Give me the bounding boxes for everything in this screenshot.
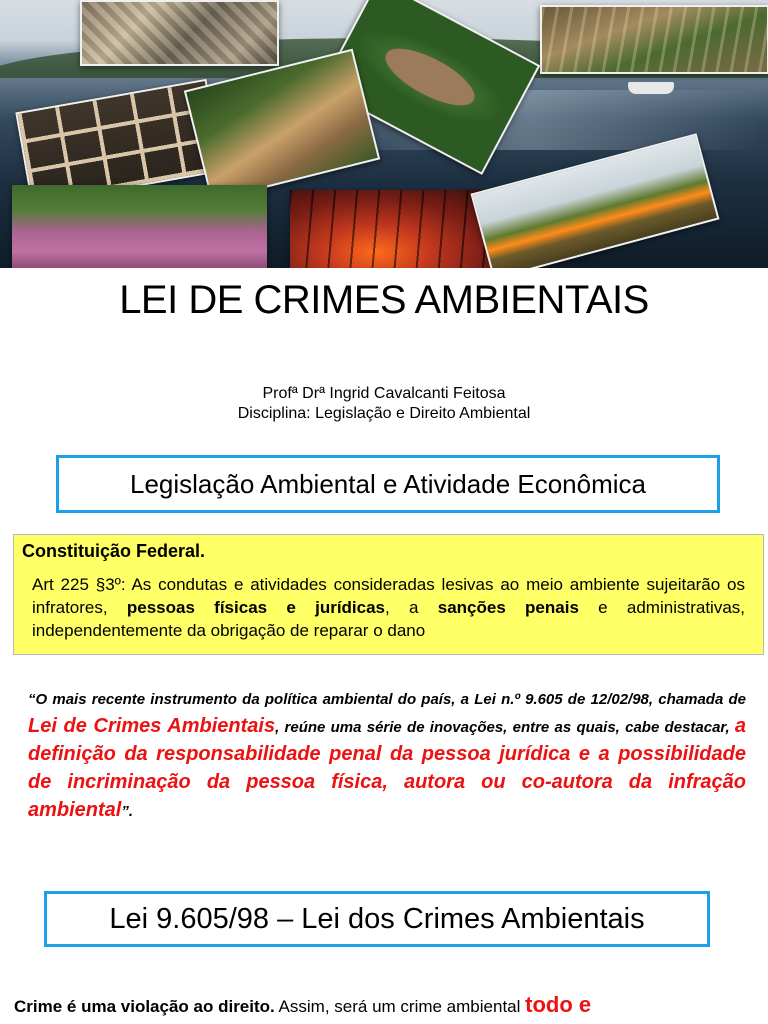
article-225-text [32, 573, 745, 642]
quote-law-name: Lei de Crimes Ambientais [28, 715, 276, 737]
article-bold-sanctions: sanções penais [437, 598, 579, 617]
article-text-part: Art 225 §3º: As condutas e atividades consideradas lesivas ao meio ambiente sujeitarão os infratores, [32, 575, 745, 617]
brush-fire-photo [470, 133, 719, 268]
article-text-part: , a [385, 598, 438, 617]
quote-text: “O mais recente instrumento da política ambiental do país, a Lei n.º 9.605 de 12/02/98, chamada de [28, 691, 746, 708]
quote-text: , reúne uma série de inovações, entre as quais, cabe destacar, [275, 719, 735, 736]
law-quote [28, 686, 746, 825]
quote-closing: ”. [121, 803, 134, 820]
section-heading-law-9605: Lei 9.605/98 – Lei dos Crimes Ambientais [44, 891, 710, 947]
crime-definition-red: todo e [525, 992, 592, 1017]
erosion-photo [540, 5, 768, 74]
constitution-highlight-box [13, 534, 764, 655]
section-heading-legislation: Legislação Ambiental e Atividade Econômica [56, 455, 720, 513]
quote-highlight: a definição da responsabilidade penal da pessoa jurídica e a possibilidade de incriminação da pessoa física, autora ou co-autora da infração ambiental [28, 715, 746, 821]
page-title: LEI DE CRIMES AMBIENTAIS [119, 278, 649, 322]
crime-definition-text: Assim, será um crime ambiental [274, 997, 526, 1016]
author-name: Profª Drª Ingrid Cavalcanti Feitosa [262, 385, 506, 402]
header-photo-collage [0, 0, 768, 268]
trash-dump-photo [80, 0, 279, 66]
course-name: Disciplina: Legislação e Direito Ambiental [237, 405, 531, 422]
author-info [0, 384, 768, 424]
crime-definition-bold: Crime é uma violação ao direito. [14, 997, 275, 1016]
polluted-river-photo [12, 185, 267, 268]
crime-definition [14, 990, 754, 1022]
constitution-heading: Constituição Federal. [22, 541, 206, 561]
article-bold-persons: pessoas físicas e jurídicas [126, 598, 386, 617]
boat [628, 82, 674, 94]
article-text-part: e administrativas, independentemente da obrigação de reparar o dano [32, 598, 745, 640]
